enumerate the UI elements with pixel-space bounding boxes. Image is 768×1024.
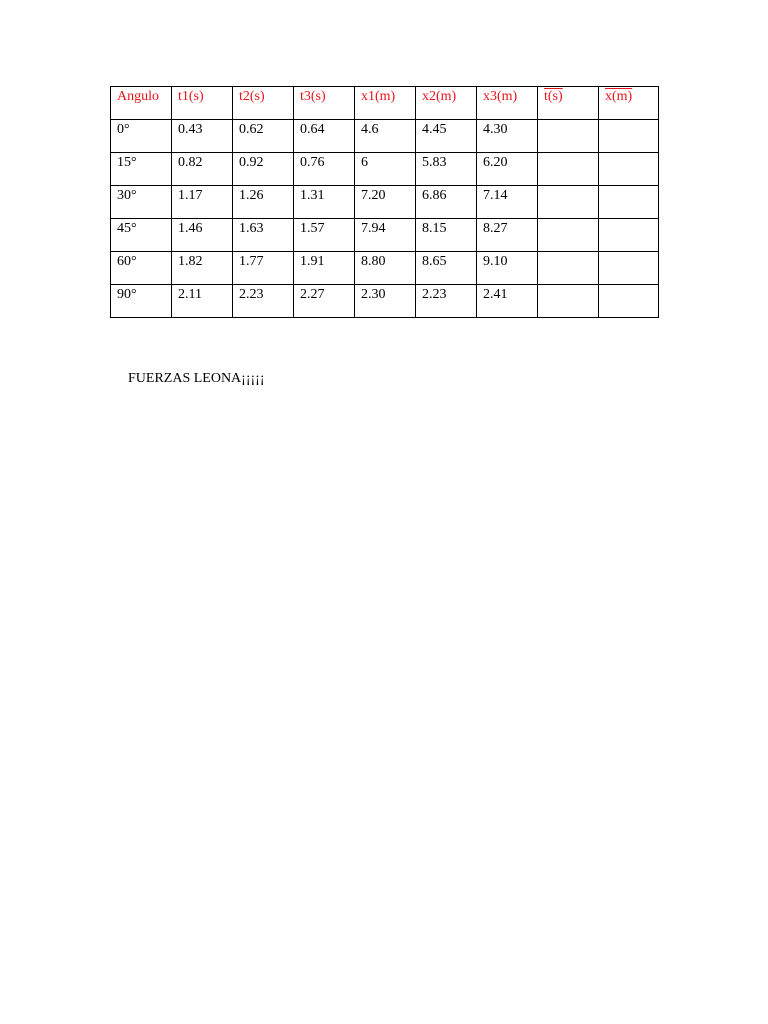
table-cell <box>599 153 659 186</box>
table-cell: 0.64 <box>294 120 355 153</box>
table-cell: 1.31 <box>294 186 355 219</box>
table-cell: 8.65 <box>416 252 477 285</box>
table-row <box>111 285 659 318</box>
table-cell: 60° <box>111 252 172 285</box>
table-cell: 8.80 <box>355 252 416 285</box>
table-cell: 2.30 <box>355 285 416 318</box>
table-cell: 2.27 <box>294 285 355 318</box>
header-t1: t1(s) <box>172 87 233 120</box>
header-x1: x1(m) <box>355 87 416 120</box>
table-cell: 1.46 <box>172 219 233 252</box>
table-row <box>111 252 659 285</box>
table-cell: 0.76 <box>294 153 355 186</box>
table-cell <box>538 120 599 153</box>
table-cell: 4.30 <box>477 120 538 153</box>
table-cell: 2.11 <box>172 285 233 318</box>
table-cell: 2.23 <box>233 285 294 318</box>
data-table <box>110 86 659 318</box>
table-row <box>111 219 659 252</box>
table-cell: 1.17 <box>172 186 233 219</box>
table-cell: 0.43 <box>172 120 233 153</box>
table-cell: 4.6 <box>355 120 416 153</box>
table-cell <box>599 120 659 153</box>
table-cell: 2.41 <box>477 285 538 318</box>
table-cell: 45° <box>111 219 172 252</box>
table-cell: 4.45 <box>416 120 477 153</box>
table-cell: 1.77 <box>233 252 294 285</box>
table-cell: 7.14 <box>477 186 538 219</box>
table-cell: 0.62 <box>233 120 294 153</box>
header-x3: x3(m) <box>477 87 538 120</box>
header-x-mean <box>599 87 659 120</box>
table-cell: 1.82 <box>172 252 233 285</box>
table-cell: 1.57 <box>294 219 355 252</box>
table-cell: 15° <box>111 153 172 186</box>
table-cell: 7.20 <box>355 186 416 219</box>
table-cell: 1.63 <box>233 219 294 252</box>
table-cell: 30° <box>111 186 172 219</box>
table-cell <box>599 219 659 252</box>
table-cell <box>538 153 599 186</box>
header-row <box>111 87 659 120</box>
table-cell: 1.26 <box>233 186 294 219</box>
table-cell: 8.15 <box>416 219 477 252</box>
table-row <box>111 186 659 219</box>
table-cell: 0.92 <box>233 153 294 186</box>
table-cell <box>599 252 659 285</box>
table-row <box>111 120 659 153</box>
table-cell <box>599 186 659 219</box>
table-cell: 6.20 <box>477 153 538 186</box>
table-cell: 90° <box>111 285 172 318</box>
table-cell <box>538 285 599 318</box>
header-x-mean-text: x(m) <box>605 89 633 104</box>
table-cell: 6.86 <box>416 186 477 219</box>
header-t3: t3(s) <box>294 87 355 120</box>
header-angulo: Angulo <box>111 87 172 120</box>
table-cell: 2.23 <box>416 285 477 318</box>
table-cell <box>599 285 659 318</box>
table-cell <box>538 252 599 285</box>
table-cell: 6 <box>355 153 416 186</box>
table-cell: 8.27 <box>477 219 538 252</box>
table-cell: 1.91 <box>294 252 355 285</box>
note-text: FUERZAS LEONA¡¡¡¡¡ <box>128 371 265 386</box>
header-t2: t2(s) <box>233 87 294 120</box>
table-cell <box>538 186 599 219</box>
header-x2: x2(m) <box>416 87 477 120</box>
table-cell: 7.94 <box>355 219 416 252</box>
table-cell <box>538 219 599 252</box>
table-cell: 9.10 <box>477 252 538 285</box>
table-cell: 5.83 <box>416 153 477 186</box>
header-t-mean <box>538 87 599 120</box>
header-t-mean-text: t(s) <box>544 89 563 104</box>
table-cell: 0.82 <box>172 153 233 186</box>
table-row <box>111 153 659 186</box>
table-cell: 0° <box>111 120 172 153</box>
